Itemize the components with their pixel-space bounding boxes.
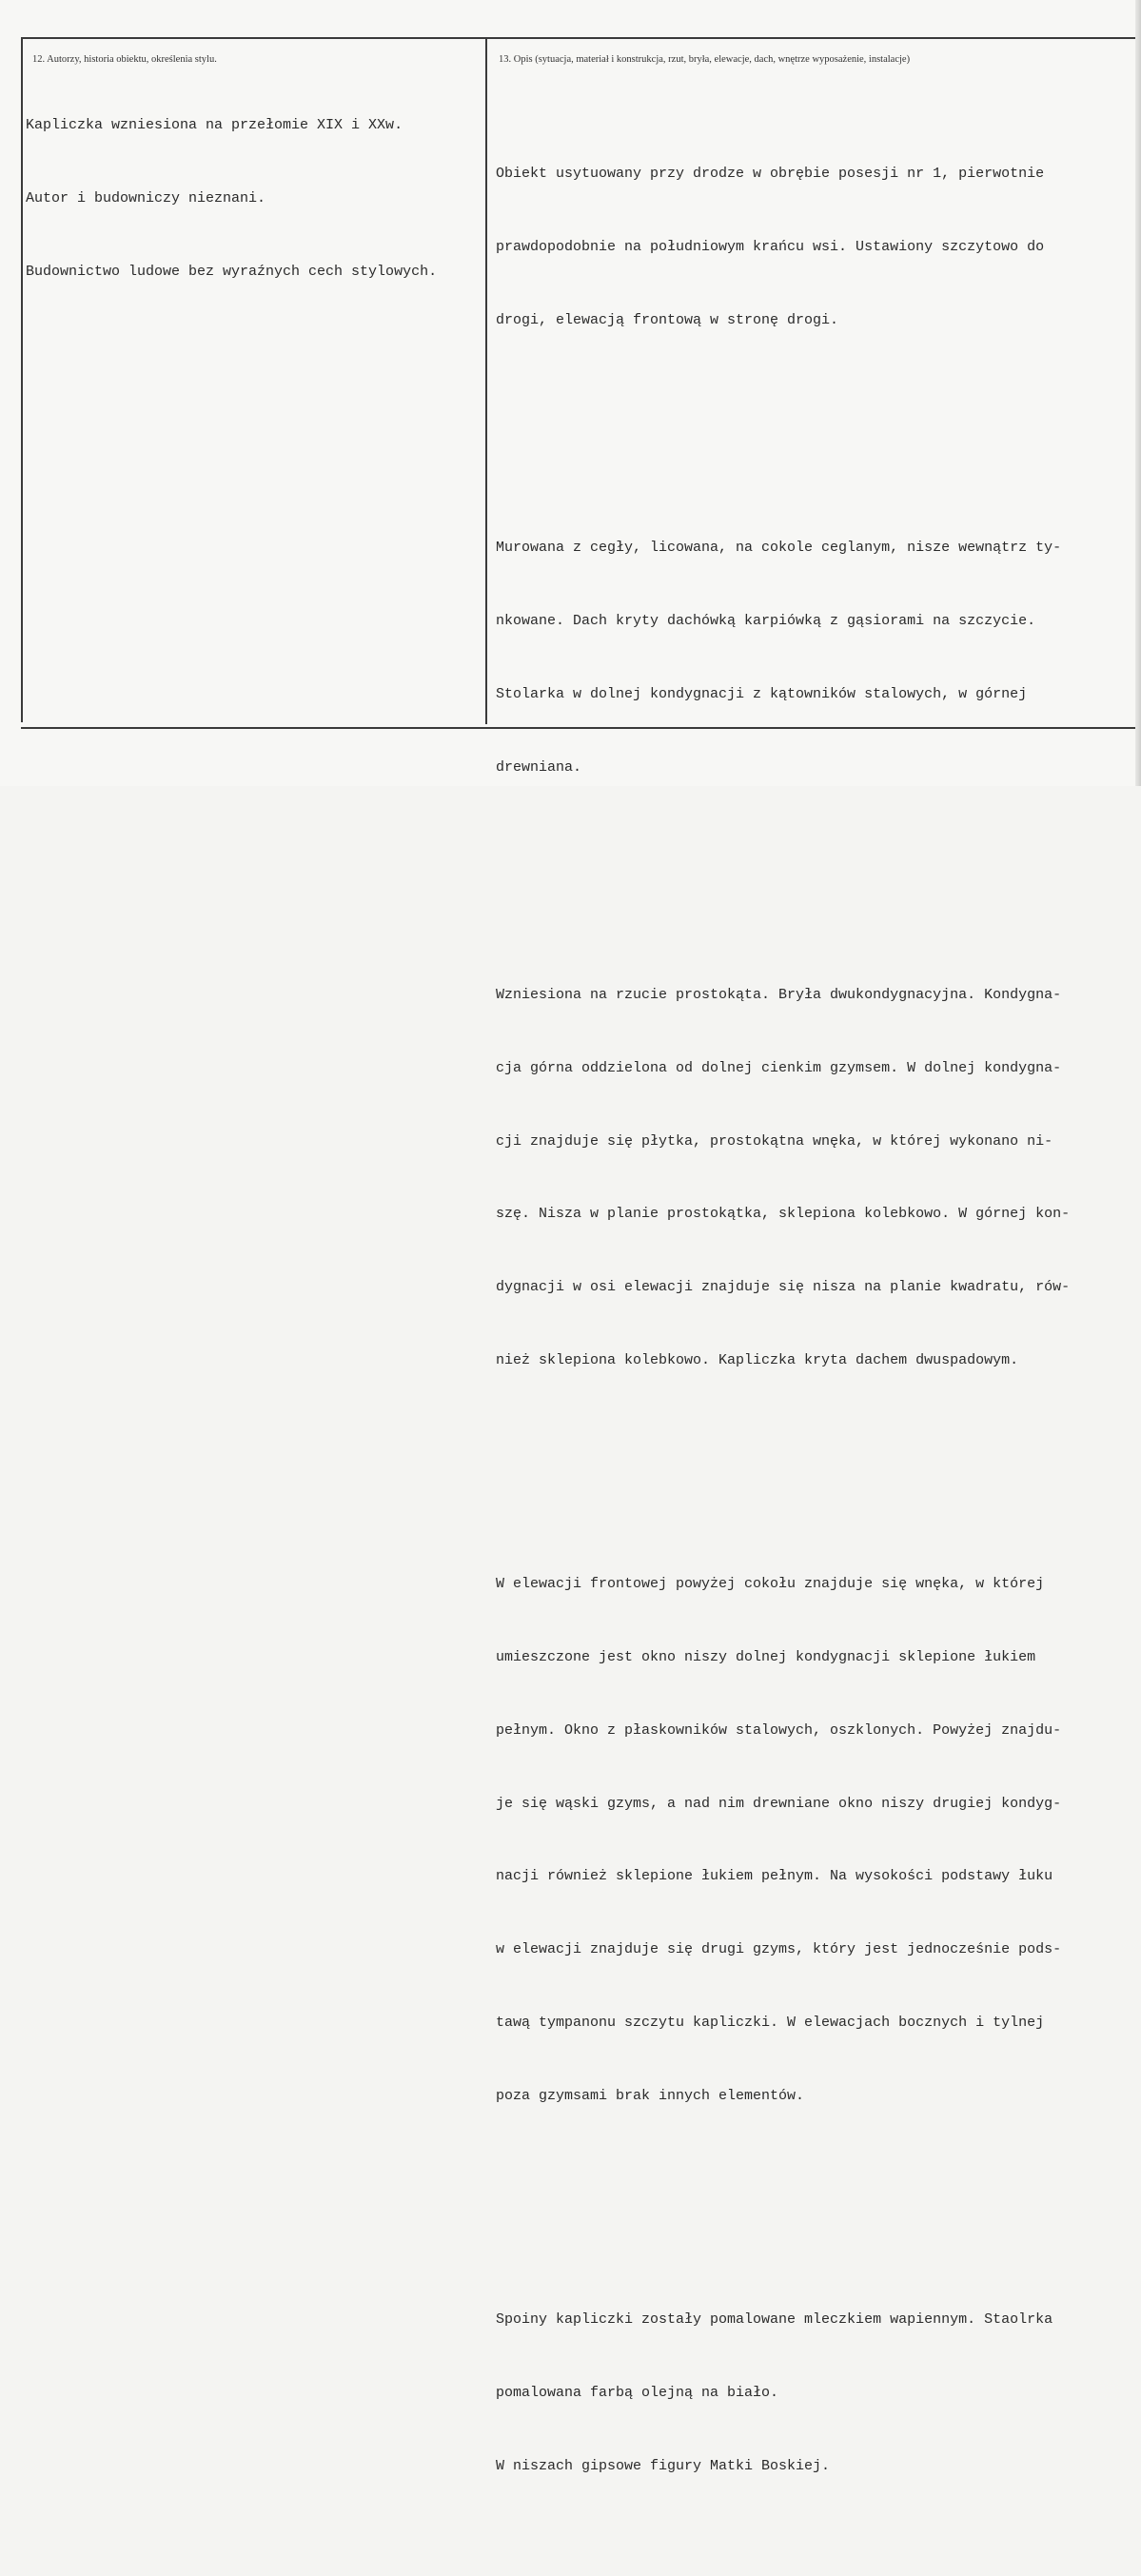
text-line: cja górna oddzielona od dolnej cienkim gzymsem. W dolnej kondygna- [496,1059,1062,1076]
text-line: Wzniesiona na rzucie prostokąta. Bryła dwukondygnacyjna. Kondygna- [496,986,1062,1003]
text-line: Murowana z cegły, licowana, na cokole ceglanym, nisze wewnątrz ty- [496,540,1062,557]
paragraph-location [496,113,1070,382]
text-line: w elewacji znajduje się drugi gzyms, który jest jednocześnie pods- [496,1941,1062,1958]
paragraph-material [496,487,1070,828]
page-edge-shadow [1135,0,1141,786]
text-line: Stolarka w dolnej kondygnacji z kątowników stalowych, w górnej [496,685,1028,702]
text-line: W elewacji frontowej powyżej cokołu znajduje się wnęka, w której [496,1576,1045,1593]
text-line: pełnym. Okno z płaskowników stalowych, oszklonych. Powyżej znajdu- [496,1721,1062,1739]
text-line: umieszczone jest okno niszy dolnej kondygnacji sklepione łukiem [496,1649,1036,1665]
section-12-line: Autor i budowniczy nieznani. [26,189,266,206]
text-line: drogi, elewacją frontową w stronę drogi. [496,311,839,328]
text-line: Obiekt usytuowany przy drodze w obrębie posesji nr 1, pierwotnie [496,166,1045,183]
text-line: pomalowana farbą olejną na biało. [496,2384,779,2401]
left-border-line [21,37,23,722]
section-13-body [496,65,1070,2576]
text-line: prawdopodobnie na południowym krańcu wsi. Ustawiony szczytowo do [496,239,1045,256]
text-line: dygnacji w osi elewacji znajduje się nisza na planie kwadratu, rów- [496,1279,1071,1296]
top-border-line [21,37,1141,39]
text-line: je się wąski gzyms, a nad nim drewniane okno niszy drugiej kondyg- [496,1795,1062,1812]
section-12-line: Kapliczka wzniesiona na przełomie XIX i XXw. [26,117,403,134]
text-line: tawą tympanonu szczytu kapliczki. W elewacjach bocznych i tylnej [496,2014,1045,2031]
text-line: nacji również sklepione łukiem pełnym. Na wysokości podstawy łuku [496,1868,1053,1885]
text-line: nież sklepiona kolebkowo. Kapliczka kryta dachem dwuspadowym. [496,1351,1019,1368]
text-line: Spoiny kapliczki zostały pomalowane mleczkiem wapiennym. Staolrka [496,2311,1053,2329]
section-12-heading: 12. Autorzy, historia obiektu, określenia stylu. [32,54,217,65]
text-line: cji znajduje się płytka, prostokątna wnęka, w której wykonano ni- [496,1132,1053,1150]
text-line: szę. Nisza w planie prostokątka, sklepiona kolebkowo. W górnej kon- [496,1206,1071,1223]
paragraph-finish [496,2259,1070,2527]
text-line: W niszach gipsowe figury Matki Boskiej. [496,2457,831,2474]
section-13-heading: 13. Opis (sytuacja, materiał i konstrukcja, rzut, bryła, elewacje, dach, wnętrze wyposażenie, instalacje) [499,54,911,65]
paragraph-elevation [496,1524,1070,2156]
text-line: poza gzymsami brak innych elementów. [496,2087,805,2104]
text-line: nkowane. Dach kryty dachówką karpiówką z gąsiorami na szczycie. [496,613,1036,630]
column-divider [485,37,487,724]
text-line: drewniana. [496,758,582,776]
paragraph-plan [496,934,1070,1422]
section-12-body [26,65,437,333]
section-12-line: Budownictwo ludowe bez wyraźnych cech stylowych. [26,263,438,280]
